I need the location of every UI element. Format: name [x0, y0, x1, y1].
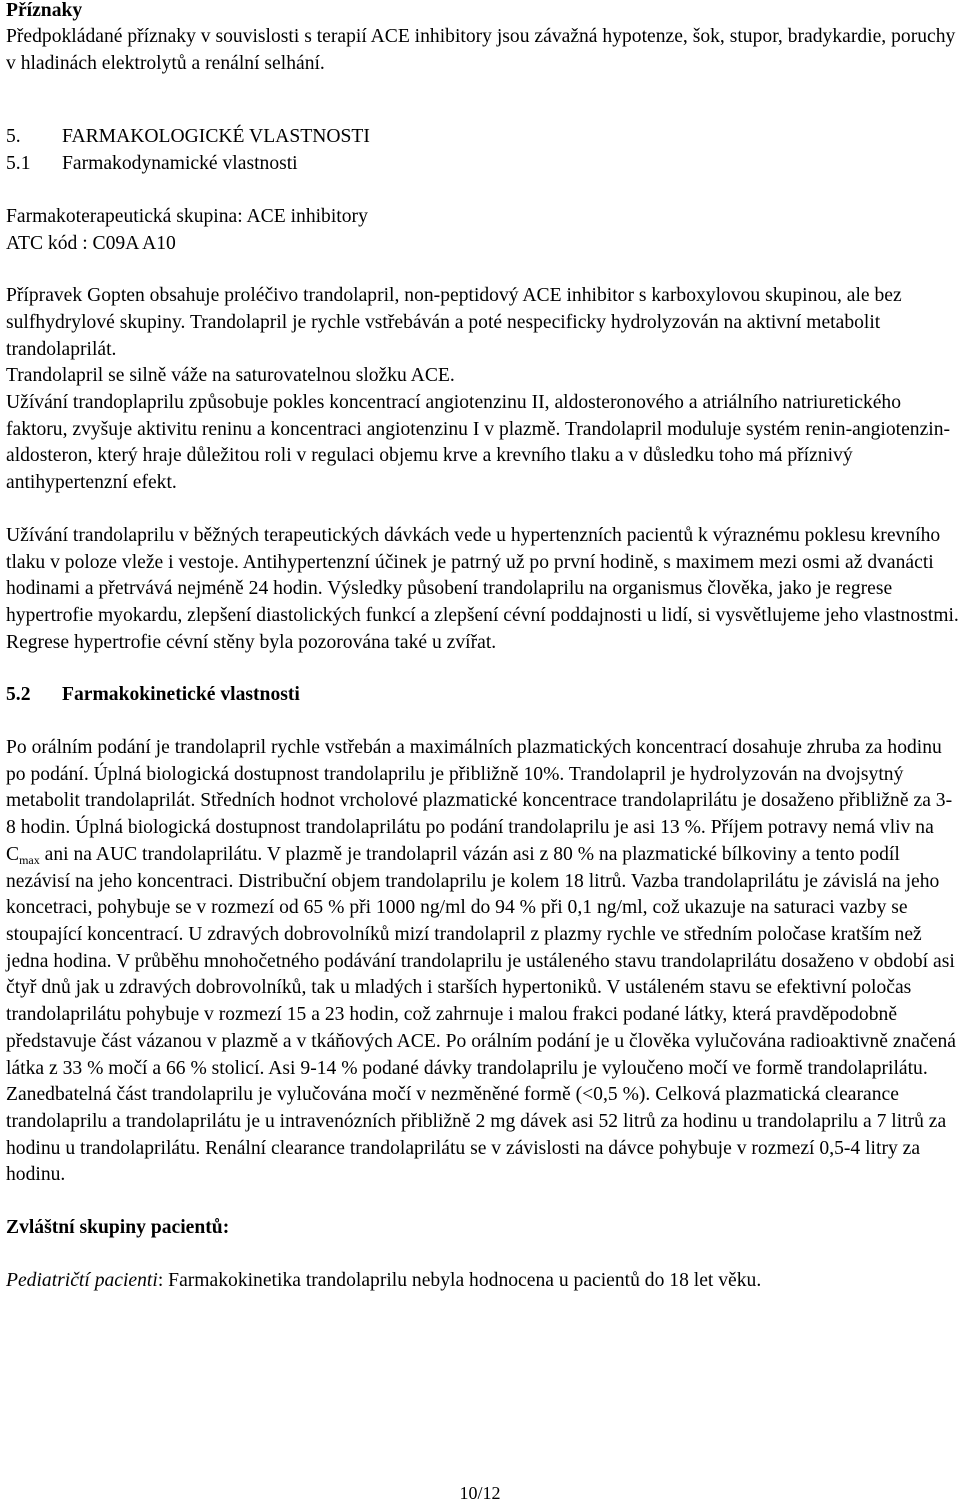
- page-number: 10/12: [459, 1483, 501, 1503]
- section-5-number: 5.: [6, 126, 21, 148]
- document-page: [6, 0, 960, 1294]
- priznaky-heading: Příznaky: [6, 0, 83, 21]
- pd-paragraph-1: Přípravek Gopten obsahuje proléčivo trandolapril, non-peptidový ACE inhibitor s karboxylovou skupinou, ale bez sulfhydrylové skupiny. Trandolapril je rychle vstřebáván a poté nespecificky hydrolyzován na aktivní metabolit trandolaprilát.: [6, 285, 902, 360]
- pediatric-paragraph: [6, 1268, 960, 1295]
- special-groups-heading: Zvláštní skupiny pacientů:: [6, 1217, 230, 1239]
- pk-text-part2: ani na AUC trandolaprilátu. V plazmě je trandolapril vázán asi z 80 % na plazmatické bílkoviny a tento podíl nezávisí na jeho koncentraci. Distribuční objem trandolaprilu je kolem 18 litrů. Vazba trandolaprilátu je závislá na jeho koncetraci, pohybuje se v rozmezí od 65 % při 1000 ng/ml do 94 % při 0,1 ng/ml, což ukazuje na saturaci vazby se stoupající koncentrací. U zdravých dobrovolníků mizí trandolapril z plazmy rychle ve středním poločase kratším než jedna hodina. V průběhu mnohočetného podávání trandolaprilu je ustáleného stavu trandolaprilátu dosaženo v období asi čtyř dnů jak u zdravých dobrovolníků, tak u mladých i starších hypertoniků. V ustáleném stavu se efektivní poločas trandolaprilátu pohybuje v rozmezí 15 a 23 hodin, což zahrnuje i malou frakci podané látky, která pravděpodobně představuje část vázanou v plazmě a v tkáňových ACE. Po orálním podání je u člověka vylučována radioaktivně značená látka z 33 % močí a 66 % stolicí. Asi 9-14 % podané dávky trandolaprilu je vyloučeno močí ve formě trandolaprilátu. Zanedbatelná část trandolaprilu je vylučována močí v nezměněné formě (<0,5 %). Celková plazmatická clearance trandolaprilu a trandolaprilátu je u intravenózních přibližně 2 mg dávek asi 52 litrů za hodinu u trandolaprilu a 7 litrů za hodinu u trandolaprilátu. Renální clearance trandolaprilátu se v závislosti na dávce pohybuje v rozmezí 0,5-4 litry za hodinu.: [6, 843, 956, 1186]
- pk-subscript-max: max: [19, 852, 40, 867]
- atc-code: ATC kód : C09A A10: [6, 232, 176, 254]
- section-52-heading: [6, 682, 960, 709]
- section-5-heading: [6, 124, 960, 151]
- pd-paragraph-4: Užívání trandolaprilu v běžných terapeutických dávkách vede u hypertenzních pacientů k výraznému poklesu krevního tlaku v poloze vleže i vestoje. Antihypertenzní účinek je patrný už po první hodině, s maximem mezi osmi až dvanácti hodinami a přetrvává nejméně 24 hodin. Výsledky působení trandolaprilu na organismus člověka, jako je regrese hypertrofie myokardu, zlepšení diastolických funkcí a zlepšení cévní poddajnosti u lidí, si vysvětlujeme jeho vlastnostmi. Regrese hypertrofie cévní stěny byla pozorována také u zvířat.: [6, 524, 959, 653]
- section-51-title: Farmakodynamické vlastnosti: [62, 153, 298, 175]
- pd-paragraph-3: Užívání trandoplaprilu způsobuje pokles koncentrací angiotenzinu II, aldosteronového a atriálního natriuretického faktoru, zvyšuje aktivitu reninu a koncentraci angiotenzinu I v plazmě. Trandolapril moduluje systém renin-angiotenzin-aldosteron, který hraje důležitou roli v regulaci objemu krve a krevního tlaku a v důsledku toho má příznivý antihypertenzní efekt.: [6, 392, 951, 494]
- pk-text-part1: Po orálním podání je trandolapril rychle vstřebán a maximálních plazmatických koncentrací dosahuje zhruba za hodinu po podání. Úplná biologická dostupnost trandolaprilu je přibližně 10%. Trandolapril je hydrolyzován na dvojsytný metabolit trandolaprilát. Středních hodnot vrcholové plazmatické koncentrace trandolaprilátu je dosaženo přibližně za 3-8 hodin. Úplná biologická dostupnost trandolaprilátu po podání trandolaprilu je asi 13 %. Příjem potravy nemá vliv na C: [6, 737, 953, 865]
- section-51-heading: [6, 151, 960, 178]
- section-5-title: FARMAKOLOGICKÉ VLASTNOSTI: [62, 126, 370, 148]
- section-52-number: 5.2: [6, 684, 31, 706]
- section-51-number: 5.1: [6, 153, 31, 175]
- priznaky-text: Předpokládané příznaky v souvislosti s terapií ACE inhibitory jsou závažná hypotenze, šok, stupor, bradykardie, poruchy v hladinách elektrolytů a renální selhání.: [6, 26, 956, 74]
- pediatric-text: : Farmakokinetika trandolaprilu nebyla hodnocena u pacientů do 18 let věku.: [157, 1269, 762, 1291]
- pediatric-label: Pediatričtí pacienti: [6, 1269, 158, 1291]
- pd-paragraph-2: Trandolapril se silně váže na saturovatelnou složku ACE.: [6, 365, 455, 387]
- farm-group: Farmakoterapeutická skupina: ACE inhibitory: [6, 205, 368, 227]
- pk-paragraph: [6, 735, 960, 1189]
- section-52-title: Farmakokinetické vlastnosti: [62, 684, 300, 706]
